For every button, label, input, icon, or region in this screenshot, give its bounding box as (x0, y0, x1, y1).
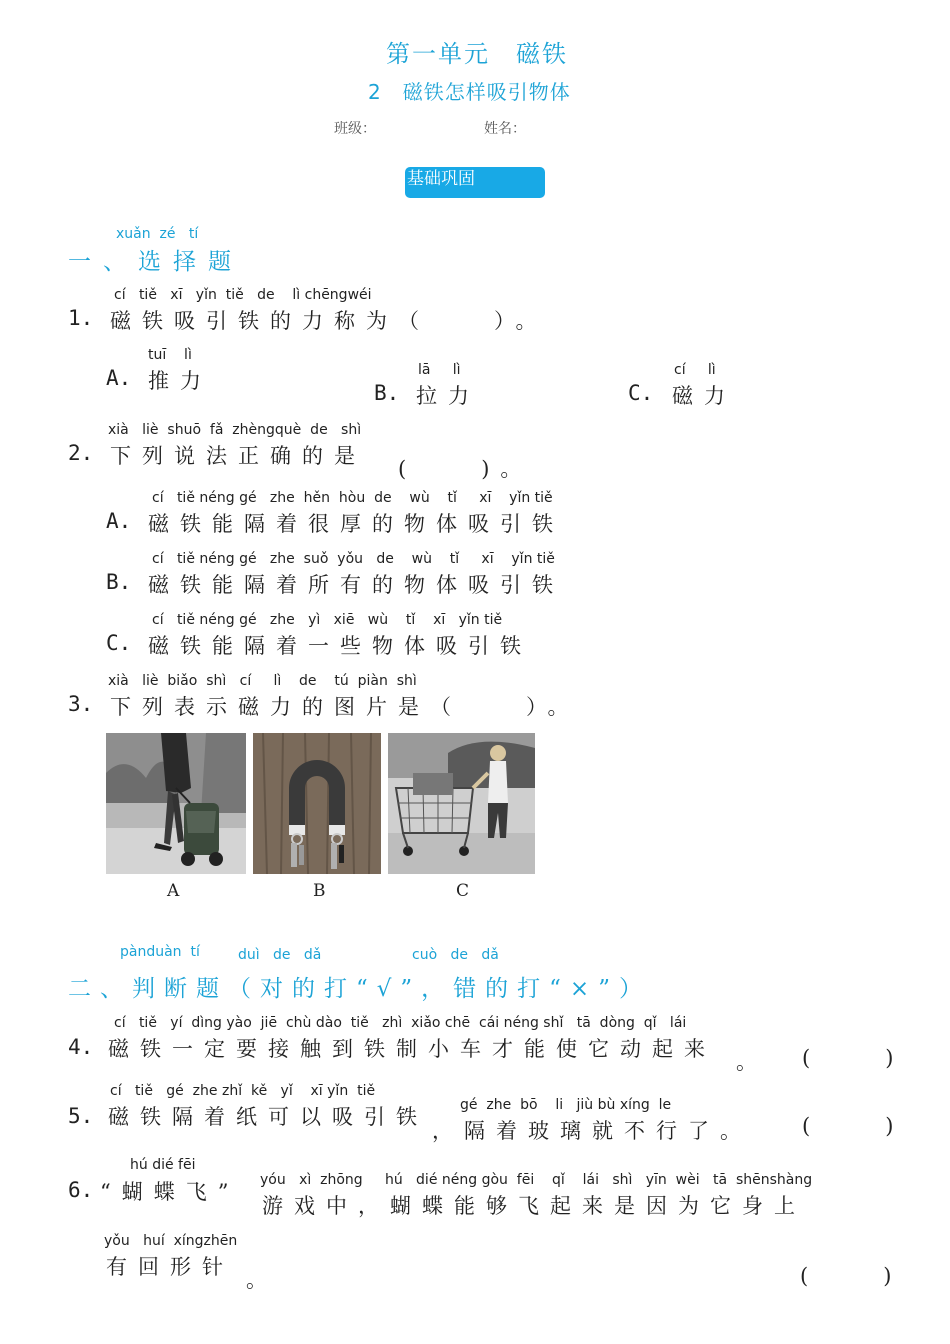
q6-number: 6. (68, 1178, 94, 1202)
q2-a-text[interactable]: 磁铁能隔着很厚的物体吸引铁 (148, 512, 564, 536)
q4-text: 磁铁一定要接触到铁制小车才能使它动起来 (108, 1037, 716, 1061)
q1-a-pinyin: tuī lì (148, 347, 192, 363)
photo-a-caption: A (167, 881, 180, 901)
q5-pinyin: cí tiě gé zhe zhǐ kě yǐ xī yǐn tiě (110, 1083, 376, 1099)
class-label: 班级： (334, 121, 376, 137)
q5-number: 5. (68, 1104, 94, 1128)
q6-period: 。 (246, 1268, 278, 1292)
q1-c-text[interactable]: 磁力 (672, 384, 736, 408)
q1-c-pinyin: cí lì (674, 362, 716, 378)
q1-a-label[interactable]: A. (106, 366, 132, 390)
photo-b-magnet-keys[interactable] (253, 733, 381, 874)
q1-a-text[interactable]: 推力 (148, 369, 212, 393)
q4-answer-blank[interactable]: ( ) (802, 1046, 905, 1070)
photo-c-caption: C (456, 881, 470, 901)
q2-number: 2. (68, 441, 94, 465)
q2-c-label[interactable]: C. (106, 631, 132, 655)
q6-text: “蝴蝶飞” (100, 1180, 240, 1204)
q2-b-pinyin: cí tiě néng gé zhe suǒ yǒu de wù tǐ xī yǐn tiě (152, 551, 555, 567)
q1-number: 1. (68, 306, 94, 330)
q6-text-3: 有回形针 (106, 1255, 234, 1279)
section2-pinyin-panduan: pànduàn tí (120, 944, 200, 960)
q1-pinyin: cí tiě xī yǐn tiě de lì chēngwéi (114, 287, 372, 303)
q6-pinyin-3: yǒu huí xíngzhēn (104, 1233, 238, 1249)
q5-pinyin-2: gé zhe bō li jiù bù xíng le (460, 1097, 672, 1113)
photo-a-trolley-pull[interactable] (106, 733, 246, 874)
section2-pinyin-dui: duì de dǎ (238, 947, 322, 963)
name-label: 姓名： (484, 121, 526, 137)
q5-text: 磁铁隔着纸可以吸引铁 (108, 1105, 428, 1129)
q4-period: 。 (736, 1050, 768, 1074)
photo-b-caption: B (313, 881, 326, 901)
q3-text: 下列表示磁力的图片是（ ）。 (110, 695, 580, 719)
q1-b-text[interactable]: 拉力 (416, 384, 480, 408)
section-badge (405, 167, 545, 198)
q2-c-pinyin: cí tiě néng gé zhe yì xiē wù tǐ xī yǐn tiě (152, 612, 503, 628)
q2-blank[interactable]: ( )。 (398, 457, 533, 481)
q3-number: 3. (68, 692, 94, 716)
section1-title: 一、选择题 (68, 249, 243, 275)
photo-c-shopping-cart[interactable] (388, 733, 535, 874)
q4-pinyin: cí tiě yí dìng yào jiē chù dào tiě zhì xiǎo chē cái néng shǐ tā dòng qǐ lái (114, 1015, 687, 1031)
q2-pinyin: xià liè shuō fǎ zhèngquè de shì (108, 422, 362, 438)
section2-title: 二、判断题（对的打“√”，错的打“×”） (68, 976, 651, 1002)
q6-answer-blank[interactable]: ( ) (800, 1264, 903, 1288)
q2-c-text[interactable]: 磁铁能隔着一些物体吸引铁 (148, 634, 532, 658)
q2-text: 下列说法正确的是 (110, 444, 366, 468)
q1-c-label[interactable]: C. (628, 381, 654, 405)
q6-text-2: 游戏中，蝴蝶能够飞起来是因为它身上 (262, 1194, 806, 1218)
q2-a-pinyin: cí tiě néng gé zhe hěn hòu de wù tǐ xī yǐn tiě (152, 490, 553, 506)
q5-text-2: ，隔着玻璃就不行了。 (432, 1119, 752, 1143)
lesson-title: 2 磁铁怎样吸引物体 (368, 80, 571, 104)
q1-b-label[interactable]: B. (374, 381, 400, 405)
q2-a-label[interactable]: A. (106, 509, 132, 533)
q1-b-pinyin: lā lì (418, 362, 461, 378)
q3-pinyin: xià liè biǎo shì cí lì de tú piàn shì (108, 673, 417, 689)
section2-pinyin-cuo: cuò de dǎ (412, 947, 499, 963)
q1-text: 磁铁吸引铁的力称为（ ）。 (110, 309, 548, 333)
badge-label: 基础巩固 (407, 169, 475, 189)
section1-pinyin: xuǎn zé tí (116, 226, 199, 242)
q2-b-text[interactable]: 磁铁能隔着所有的物体吸引铁 (148, 573, 564, 597)
unit-title: 第一单元 磁铁 (386, 40, 568, 68)
q6-pinyin-2: yóu xì zhōng hú dié néng gòu fēi qǐ lái shì yīn wèi tā shēnshàng (260, 1172, 813, 1188)
q4-number: 4. (68, 1035, 94, 1059)
q5-answer-blank[interactable]: ( ) (802, 1114, 905, 1138)
q2-b-label[interactable]: B. (106, 570, 132, 594)
q6-pinyin: hú dié fēi (130, 1157, 196, 1173)
